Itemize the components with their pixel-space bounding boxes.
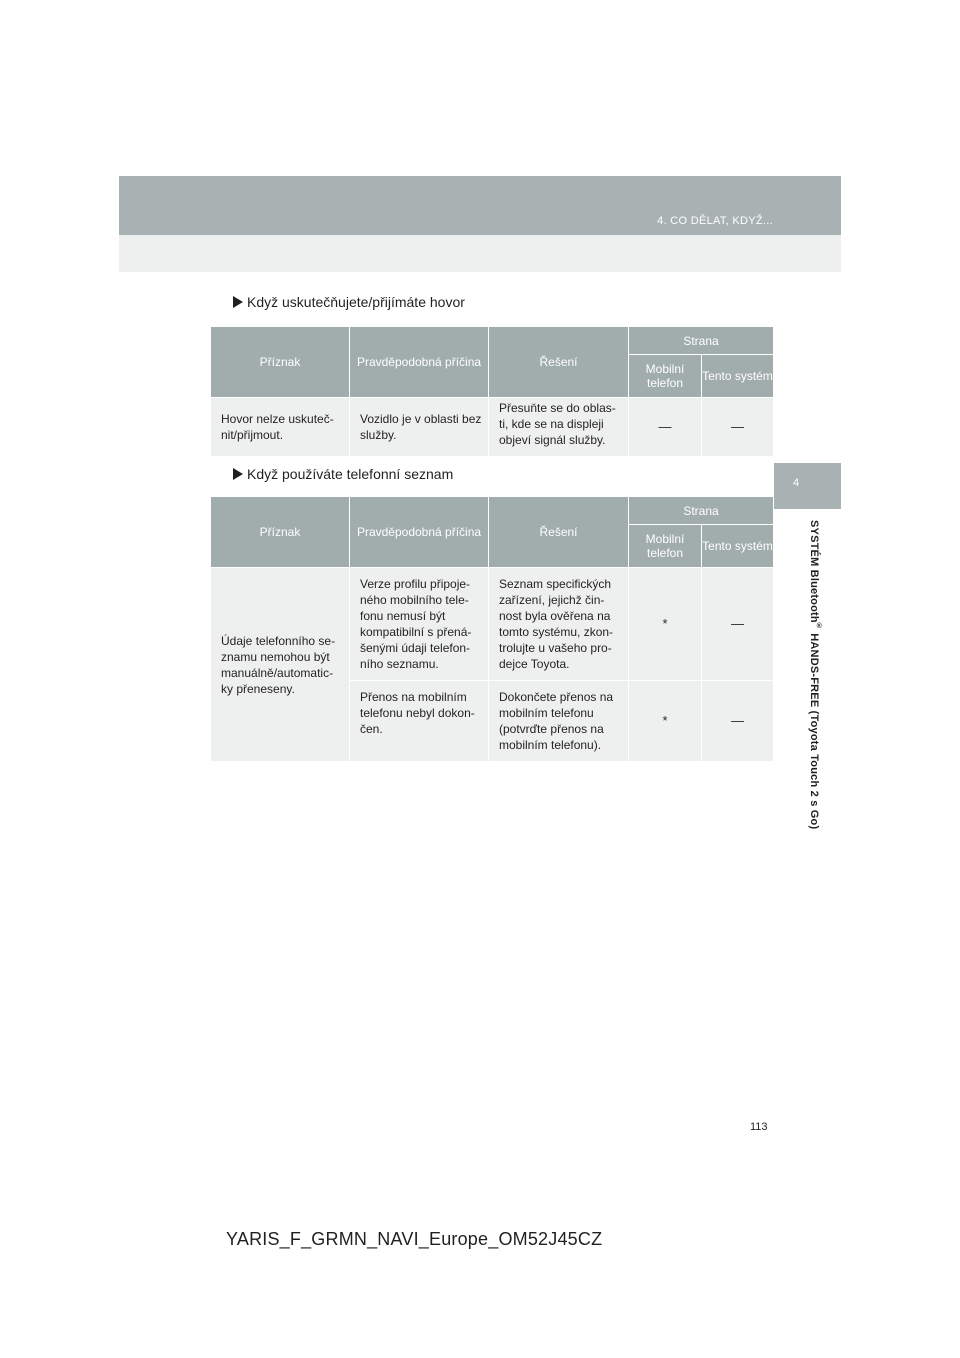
registered-mark: ®: [815, 622, 823, 631]
symptom-cell: Údaje telefonního se-znamu nemohou být manuálně/automatic-ky přeneseny.: [211, 568, 350, 762]
cause-cell: Verze profilu připoje-ného mobilního tele-fonu nemusí být kompatibilní s přená-šenými údaji telefon-ního seznamu.: [350, 568, 489, 681]
solution-cell: Přesuňte se do oblas-ti, kde se na displeji objeví signál služby.: [489, 398, 629, 457]
col-header-system: Tento systém: [702, 355, 774, 398]
col-header-page: Strana: [629, 497, 774, 525]
chapter-heading: 4. CO DĚLAT, KDYŽ...: [657, 215, 773, 227]
col-header-page: Strana: [629, 327, 774, 355]
system-page-cell: —: [702, 681, 774, 762]
cause-cell: Přenos na mobilním telefonu nebyl dokon-čen.: [350, 681, 489, 762]
calls-table: [210, 326, 774, 457]
chapter-number: 4: [793, 477, 800, 489]
col-header-symptom: Příznak: [211, 327, 350, 398]
phonebook-table: [210, 496, 774, 762]
system-page-cell: —: [702, 568, 774, 681]
col-header-mobile: Mobilní telefon: [629, 355, 702, 398]
mobile-page-cell: *: [629, 568, 702, 681]
side-chapter-title: [808, 520, 823, 829]
side-title-part2: HANDS-FREE (Toyota Touch 2 s Go): [808, 630, 820, 830]
mobile-page-cell: —: [629, 398, 702, 457]
solution-cell: Seznam specifických zařízení, jejichž čin-nost byla ověřena na tomto systému, zkon-trolujte u vašeho pro-dejce Toyota.: [489, 568, 629, 681]
side-title-part1: SYSTÉM Bluetooth: [808, 520, 820, 623]
symptom-cell: Hovor nelze uskuteč-nit/přijmout.: [211, 398, 350, 457]
col-header-system: Tento systém: [702, 525, 774, 568]
col-header-solution: Řešení: [489, 497, 629, 568]
solution-cell: Dokončete přenos na mobilním telefonu (potvrďte přenos na mobilním telefonu).: [489, 681, 629, 762]
table-row: [211, 398, 774, 457]
section-title-text: Když uskutečňujete/přijímáte hovor: [247, 294, 465, 310]
document-code: YARIS_F_GRMN_NAVI_Europe_OM52J45CZ: [226, 1229, 603, 1249]
header-strip: [119, 235, 841, 272]
system-page-cell: —: [702, 398, 774, 457]
col-header-cause: Pravděpodobná příčina: [350, 327, 489, 398]
section-title-calls: [233, 294, 465, 310]
col-header-symptom: Příznak: [211, 497, 350, 568]
page-number: 113: [750, 1121, 768, 1133]
cause-cell: Vozidlo je v oblasti bez služby.: [350, 398, 489, 457]
section-title-phonebook: [233, 466, 453, 482]
chapter-tab: [774, 463, 841, 509]
table-row: [211, 568, 774, 681]
col-header-solution: Řešení: [489, 327, 629, 398]
triangle-bullet-icon: [233, 468, 243, 480]
col-header-mobile: Mobilní telefon: [629, 525, 702, 568]
section-title-text: Když používáte telefonní seznam: [247, 466, 454, 482]
mobile-page-cell: *: [629, 681, 702, 762]
col-header-cause: Pravděpodobná příčina: [350, 497, 489, 568]
triangle-bullet-icon: [233, 296, 243, 308]
